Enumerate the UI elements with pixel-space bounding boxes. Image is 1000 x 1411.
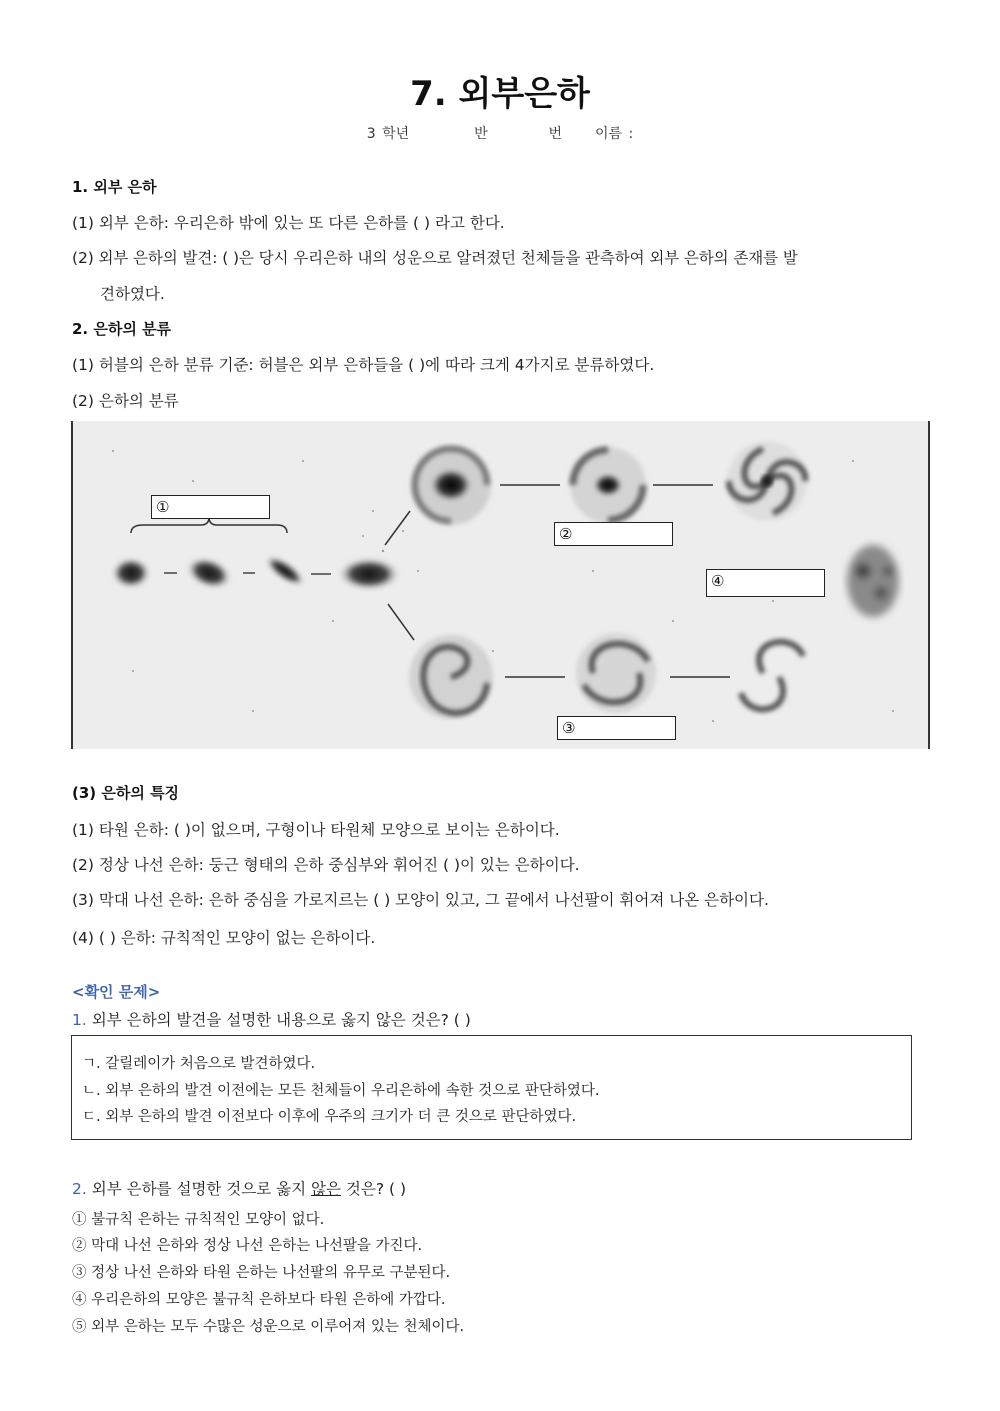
figure-answer-box-1[interactable]: ① [151,495,270,519]
q2-text-a: 외부 은하를 설명한 것으로 옳지 [91,1180,312,1198]
hubble-classification-figure [71,421,930,749]
student-info [0,123,1000,143]
quiz-question-2 [72,1177,406,1199]
q2-option-4[interactable]: ④ 우리은하의 모양은 불규칙 은하보다 타원 은하에 가깝다. [72,1292,446,1308]
elliptical-e0 [111,557,151,589]
q1-text: 외부 은하의 발견을 설명한 내용으로 옳지 않은 것은? ( ) [91,1011,471,1029]
section3-heading: (3) 은하의 특징 [72,784,180,802]
section3-item2: (2) 정상 나선 은하: 둥근 형태의 은하 중심부와 휘어진 ( )이 있는 은하이다. [72,856,580,874]
section2-heading: 2. 은하의 분류 [72,320,172,338]
q1-option-c[interactable]: ㄷ. 외부 은하의 발견 이전보다 이후에 우주의 크기가 더 큰 것으로 판단하였다. [82,1109,577,1125]
section1-heading: 1. 외부 은하 [72,178,157,196]
irregular-galaxy [847,545,899,617]
q1-option-b[interactable]: ㄴ. 외부 은하의 발견 이전에는 모든 천체들이 우리은하에 속한 것으로 판단하였다. [82,1083,600,1099]
barred-spiral-sba [409,635,493,719]
grade-label: 3 학년 [366,126,410,142]
elliptical-brace [131,517,287,533]
barred-spiral-sbb [576,633,656,713]
section1-item1: (1) 외부 은하: 우리은하 밖에 있는 또 다른 은하를 ( ) 라고 한다. [72,214,505,232]
q1-options-box [71,1035,912,1140]
normal-spiral-sc [727,441,807,521]
q2-text-underlined: 않은 [311,1180,341,1198]
section2-item1: (1) 허블의 은하 분류 기준: 허블은 외부 은하들을 ( )에 따라 크게 4가지로 분류하였다. [72,356,655,374]
section3-item1: (1) 타원 은하: ( )이 없으며, 구형이나 타원체 모양으로 보이는 은하이다. [72,821,560,839]
q2-number: 2. [72,1180,87,1198]
quiz-heading: <확인 문제> [72,983,161,1001]
q1-number: 1. [72,1011,87,1029]
page-title: 7. 외부은하 [410,74,590,114]
section1-item2-line1: (2) 외부 은하의 발견: ( )은 당시 우리은하 내의 성운으로 알려졌던 천체들을 관측하여 외부 은하의 존재를 발 [72,249,798,267]
section1-item2-line2: 견하였다. [100,285,165,303]
q1-option-a[interactable]: ㄱ. 갈릴레이가 처음으로 발견하였다. [82,1056,316,1072]
figure-answer-box-2[interactable]: ② [554,522,673,546]
normal-spiral-sb [570,447,646,523]
q2-option-2[interactable]: ② 막대 나선 은하와 정상 나선 은하는 나선팔을 가진다. [72,1238,423,1254]
section3-item4: (4) ( ) 은하: 규칙적인 모양이 없는 은하이다. [72,929,376,947]
elliptical-e7 [260,550,310,592]
figure-answer-box-4[interactable]: ④ [706,569,825,597]
q2-option-5[interactable]: ⑤ 외부 은하는 모두 수많은 성운으로 이루어져 있는 천체이다. [72,1319,465,1335]
q2-option-3[interactable]: ③ 정상 나선 은하와 타원 은하는 나선팔의 유무로 구분된다. [72,1265,451,1281]
class-label: 반 [474,126,488,142]
lenticular-s0 [337,557,401,591]
elliptical-e3 [181,551,236,596]
section2-item2: (2) 은하의 분류 [72,392,179,410]
q2-text-c: 것은? ( ) [340,1180,407,1198]
q2-option-1[interactable]: ① 불규칙 은하는 규칙적인 모양이 없다. [72,1212,325,1228]
section3-item3: (3) 막대 나선 은하: 은하 중심을 가로지르는 ( ) 모양이 있고, 그 끝에서 나선팔이 휘어져 나온 은하이다. [72,891,769,909]
name-label: 이름 : [594,126,634,142]
barred-spiral-sbc [741,642,803,709]
figure-answer-box-3[interactable]: ③ [557,716,676,740]
quiz-question-1 [72,1008,471,1030]
number-label: 번 [548,126,563,142]
normal-spiral-sa [411,445,491,525]
